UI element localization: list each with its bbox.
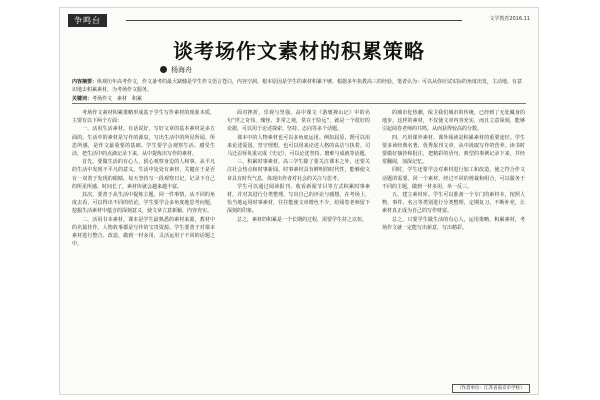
paragraph: 五、建立素材库。学生可以准备一个专门的素材本，按照人物、事件、名言等类别进行分类整理，定期复习，不断补充，让素材真正成为自己的写作财富。 <box>382 192 525 215</box>
abstract-label: 内容摘要： <box>72 79 98 85</box>
column-2 <box>227 109 370 379</box>
paragraph: 其次，要善于从生活中提炼主题。同一件事情，从不同的角度去看，可以得出不同的结论。学生要学会多角度地思考问题，挖掘生活素材中蕴含的深刻意义，使文章立意新颖、内容充实。 <box>72 192 215 215</box>
paragraph: 二、活用书本素材。课本是学生最熟悉的素材来源，教材中的名篇佳作、人物故事都是写作的宝贵资源。学生要善于对课本素材进行整合、改造，做到一材多用，灵活运用于不同的话题之中。 <box>72 216 215 248</box>
keywords-label: 关键词： <box>72 96 93 102</box>
abstract-divider <box>72 103 526 104</box>
paragraph: 同时，学生还要学会对素材进行加工和改造，使之符合作文话题的需要。同一个素材，经过不同的剪裁和组合，可以服务于不同的主题，做到一材多用，举一反三。 <box>382 167 525 190</box>
column-1 <box>72 109 215 379</box>
keywords <box>72 95 526 102</box>
journal-page <box>60 8 538 394</box>
abstract-text: 纵观历年高考作文，作文备考的最大缺憾是学生作文语言苍白，内容空洞。根本原因是学生的素材积累不够，根据多年执教高三的经验，笔者认为：可以从你应试实际的角度出发，主动地、有意识地去积累素材，为考场作文服务。 <box>72 79 523 93</box>
paragraph: 总之，素材的积累是一个长期的过程，需要学生持之以恒。 <box>237 216 368 223</box>
paragraph: 考场作文素材积累策略形成基于学生写作素材的现象本质，主要有以下两个方面： <box>72 110 215 125</box>
article-title: 谈考场作文素材的积累策略 <box>173 39 425 63</box>
column-3 <box>382 109 525 367</box>
paragraph: 的城市化热潮，保卫我们城市的传统，已经到了无处藏身的地步。这样的素材，不仅使文章内容充实，而且立意深刻，能够引起阅卷老师的共鸣，从而获得较高的分数。 <box>382 110 525 133</box>
paragraph: 首先，要做生活的有心人，留心观察身边的人和事，从平凡的生活中发现不平凡的意义。生活中处处有素材，关键在于是否有一双善于发现的眼睛。每天坚持写一段观察日记，记录下自己的所见所感，时间长了，素材库就会越来越丰富。 <box>72 159 215 190</box>
paragraph: 总之，只要学生做生活的有心人，运用策略，积累素材，考场作文就一定能写出新意，写出精彩。 <box>382 216 525 231</box>
paragraph: 一、活用生活素材。有话说好，写好文章的基本素材是多方面的。生活中的素材是写作的源泉，写出生活中的所见所闻、所思所感，是作文最重要的基础。学生要学会观察生活、感受生活，把生活中的点滴记录下来，从中提炼出写作的素材。 <box>72 126 215 158</box>
issue-info: 文学教育2016.11 <box>489 16 530 22</box>
section-tag: 争鸣台 <box>68 14 107 27</box>
paragraph: 面对挫折，乐观与坚强。高中课文《游褒禅山记》中的名句“世之奇伟、瑰怪、非常之观，常在于险远”，就是一个很好的论据，可以用于论述探索、坚持、志向等多个话题。 <box>227 110 370 133</box>
author-name: 杨海舟 <box>171 66 192 74</box>
keywords-text: 考场作文 素材 积累 <box>92 96 143 102</box>
paragraph: 学生可以通过阅读报刊、收看新闻节目等方式积累时事素材，并对其进行分类整理，写出自己的评论与感想。在考场上，恰当地运用时事素材，往往能使文章增色不少，给阅卷老师留下深刻的印象。 <box>227 183 370 215</box>
body-columns <box>72 109 526 379</box>
paragraph: 三、积累时事素材。高三学生除了要关注课本之外，还要关注社会热点和时事新闻。时事素材具有鲜明的时代性，能够使文章具有时代气息，体现出作者对社会的关注与思考。 <box>227 159 370 182</box>
author-affiliation-note: （作者单位：江苏省南京市学校） <box>452 384 530 393</box>
abstract <box>72 78 526 94</box>
author-line <box>160 65 192 75</box>
author-bullet-icon <box>160 66 167 73</box>
paragraph: 课本中的人物素材也可以多角度运用。例如屈原，既可以用来论述爱国、坚守理想，也可以用来论述人格的高洁与执着。司马迁忍辱负重完成《史记》，可以论述坚持、磨难与成就等话题。 <box>227 134 370 158</box>
paragraph: 四、巧用课外素材。课外阅读是积累素材的重要途径。学生要多读经典名著、优秀报刊文章，从中汲取写作的营养。读书时要做好摘抄和批注，把精彩的语句、典型的事例记录下来，并经常翻阅，加深记忆。 <box>382 134 525 166</box>
header-rule <box>126 20 462 21</box>
page-header <box>68 12 530 30</box>
